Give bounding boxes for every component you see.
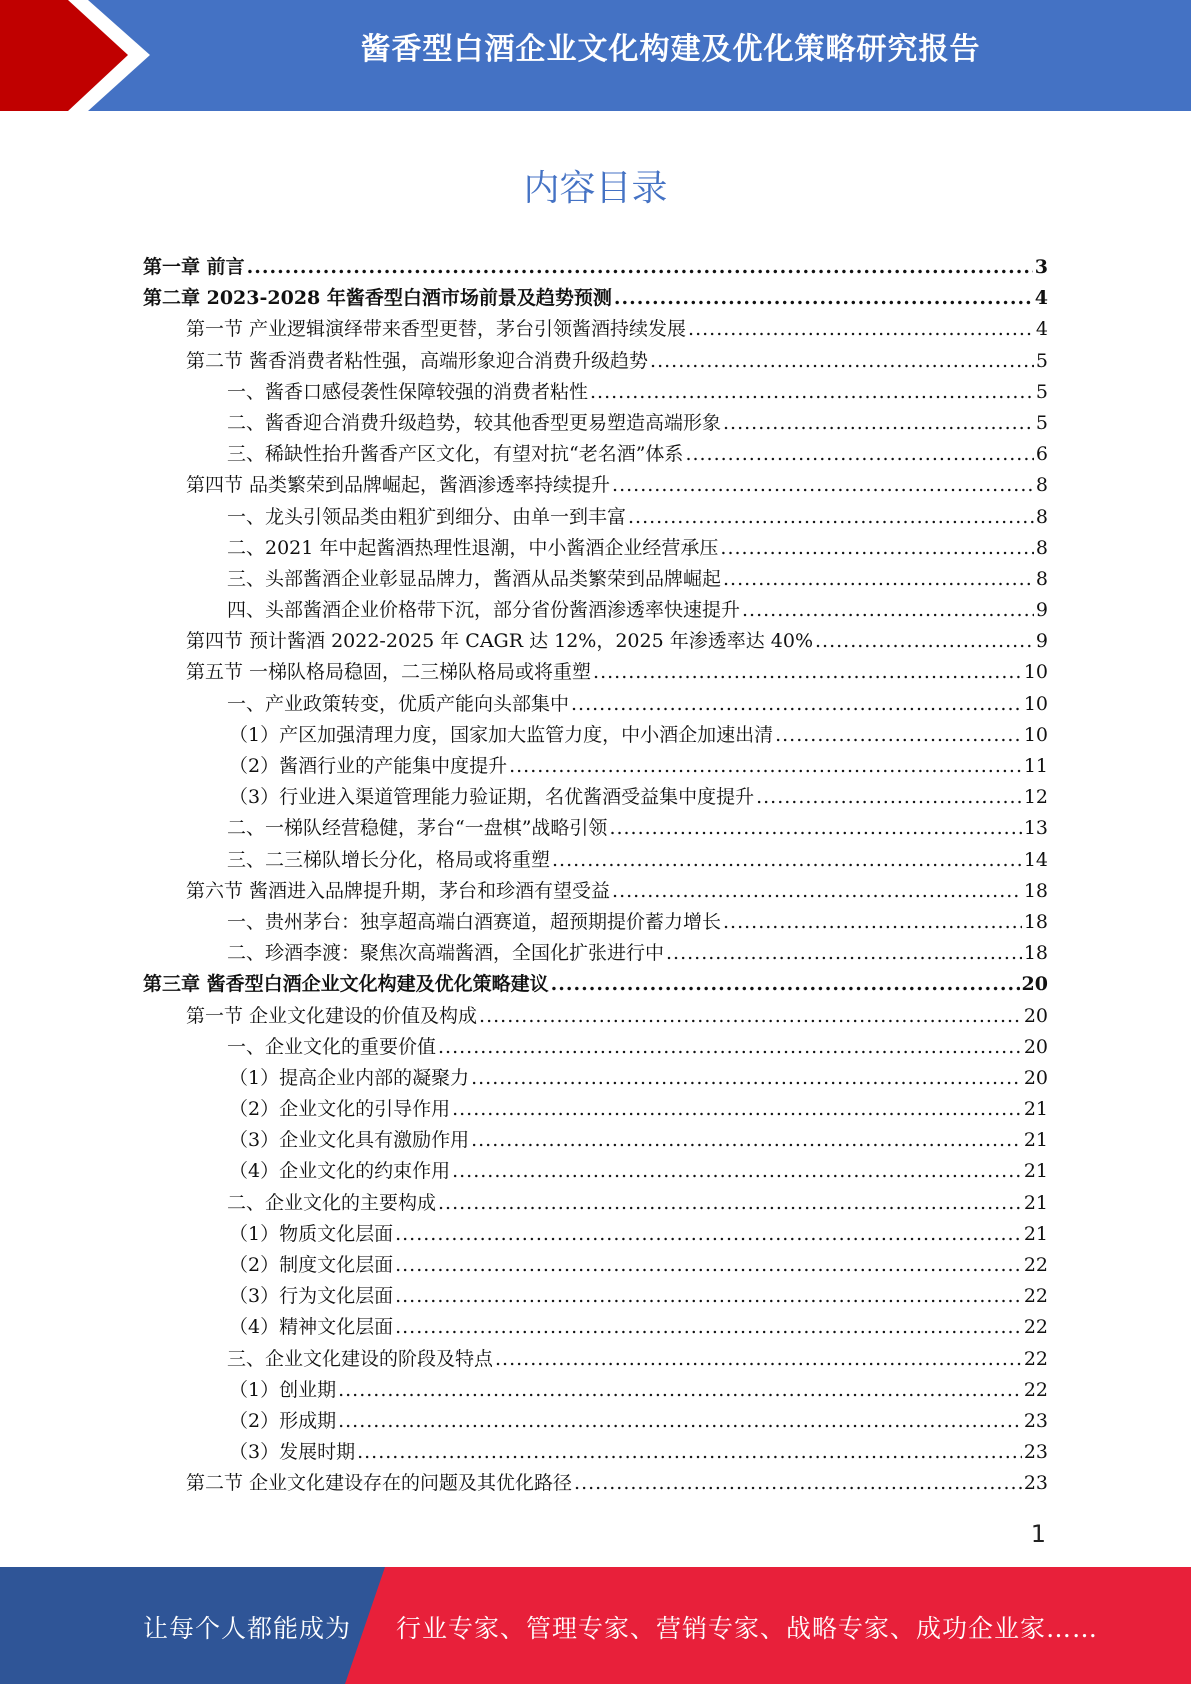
toc-entry[interactable] xyxy=(143,533,1048,564)
toc-dot-leader xyxy=(614,287,1033,309)
toc-entry-title: （2）制度文化层面 xyxy=(229,1254,394,1276)
toc-entry-title: 二、一梯队经营稳健，茅台“一盘棋”战略引领 xyxy=(227,817,608,840)
toc-entry-page: 9 xyxy=(1035,599,1048,622)
footer-slogan-left: 让每个人都能成为 xyxy=(143,1614,352,1643)
toc-entry-page: 8 xyxy=(1035,505,1048,528)
toc-entry-page: 21 xyxy=(1023,1191,1048,1214)
toc-entry[interactable] xyxy=(143,1344,1048,1375)
toc-dot-leader xyxy=(612,880,1022,902)
toc-entry-title: （1）产区加强清理力度，国家加大监管力度，中小酒企加速出清 xyxy=(229,723,774,746)
toc-entry-page: 20 xyxy=(1023,1035,1048,1058)
toc-entry-page: 8 xyxy=(1035,474,1048,497)
toc-entry-page: 23 xyxy=(1023,1409,1048,1432)
toc-entry-title: 一、龙头引领品类由粗犷到细分、由单一到丰富 xyxy=(227,505,627,528)
toc-dot-leader xyxy=(438,1192,1022,1214)
toc-dot-leader xyxy=(590,381,1034,403)
toc-dot-leader xyxy=(756,786,1022,808)
toc-entry-page: 5 xyxy=(1035,411,1048,434)
toc-entry-page: 20 xyxy=(1023,1066,1048,1089)
toc-entry[interactable] xyxy=(143,1125,1048,1156)
report-title: 酱香型白酒企业文化构建及优化策略研究报告 xyxy=(360,32,981,67)
toc-entry-page: 22 xyxy=(1023,1316,1048,1339)
toc-entry-page: 22 xyxy=(1023,1347,1048,1370)
toc-dot-leader xyxy=(666,942,1022,964)
toc-entry-page: 6 xyxy=(1035,443,1048,466)
toc-entry-page: 5 xyxy=(1035,349,1048,372)
toc-dot-leader xyxy=(609,817,1021,839)
toc-entry-page: 18 xyxy=(1023,879,1048,902)
header-arrow-decoration xyxy=(0,0,150,111)
toc-entry[interactable] xyxy=(143,907,1048,938)
toc-dot-leader xyxy=(628,506,1034,528)
toc-entry[interactable] xyxy=(143,346,1048,377)
toc-entry[interactable] xyxy=(143,1250,1048,1281)
toc-dot-leader xyxy=(338,1379,1022,1401)
toc-entry-title: 一、酱香口感侵袭性保障较强的消费者粘性 xyxy=(227,380,589,403)
toc-entry-title: （1）创业期 xyxy=(229,1378,337,1401)
toc-entry-page: 10 xyxy=(1023,661,1048,684)
toc-entry[interactable] xyxy=(143,564,1048,595)
toc-dot-leader xyxy=(471,1129,1022,1151)
toc-dot-leader xyxy=(395,1254,1022,1276)
toc-entry-page: 20 xyxy=(1021,973,1048,996)
toc-entry[interactable] xyxy=(143,782,1048,813)
toc-dot-leader xyxy=(479,1005,1022,1027)
toc-entry-page: 4 xyxy=(1034,287,1048,310)
toc-entry-page: 23 xyxy=(1023,1472,1048,1495)
toc-entry-page: 11 xyxy=(1023,755,1048,777)
toc-entry-title: 三、二三梯队增长分化，格局或将重塑 xyxy=(227,848,551,871)
toc-entry-title: （4）精神文化层面 xyxy=(229,1316,394,1339)
toc-dot-leader xyxy=(742,599,1034,621)
toc-dot-leader xyxy=(509,755,1022,777)
toc-entry-page: 23 xyxy=(1023,1441,1048,1464)
toc-entry-title: 一、产业政策转变，优质产能向头部集中 xyxy=(227,692,570,715)
toc-entry-page: 21 xyxy=(1023,1222,1048,1245)
toc-entry-page: 18 xyxy=(1023,942,1048,965)
toc-entry-title: 第二章 2023-2028 年酱香型白酒市场前景及趋势预测 xyxy=(143,287,612,310)
toc-entry-title: 一、贵州茅台：独享超高端白酒赛道，超预期提价蓄力增长 xyxy=(227,910,722,933)
toc-heading: 内容目录 xyxy=(523,168,668,209)
toc-entry-title: 第四节 品类繁荣到品牌崛起，酱酒渗透率持续提升 xyxy=(186,474,611,497)
toc-entry-page: 18 xyxy=(1023,910,1048,933)
toc-dot-leader xyxy=(650,350,1034,372)
toc-entry[interactable] xyxy=(143,595,1048,626)
toc-entry-title: 一、企业文化的重要价值 xyxy=(227,1035,437,1058)
toc-dot-leader xyxy=(723,412,1034,434)
toc-dot-leader xyxy=(775,724,1022,746)
toc-dot-leader xyxy=(685,443,1033,465)
toc-entry[interactable] xyxy=(143,439,1048,470)
toc-entry-title: 二、企业文化的主要构成 xyxy=(227,1191,437,1214)
toc-entry[interactable] xyxy=(143,1281,1048,1312)
toc-entry[interactable] xyxy=(143,969,1048,1000)
toc-entry[interactable] xyxy=(143,1406,1048,1437)
toc-dot-leader xyxy=(395,1223,1022,1245)
toc-entry-title: （1）提高企业内部的凝聚力 xyxy=(229,1066,470,1089)
toc-dot-leader xyxy=(723,568,1034,590)
toc-entry-title: （4）企业文化的约束作用 xyxy=(229,1160,451,1183)
toc-dot-leader xyxy=(574,1472,1022,1494)
toc-dot-leader xyxy=(452,1098,1022,1120)
header-banner xyxy=(0,0,1191,111)
toc-dot-leader xyxy=(612,474,1034,496)
toc-entry-title: 二、酱香迎合消费升级趋势，较其他香型更易塑造高端形象 xyxy=(227,411,722,434)
toc-dot-leader xyxy=(815,630,1034,652)
toc-entry[interactable] xyxy=(143,283,1048,314)
toc-entry[interactable] xyxy=(143,938,1048,969)
footer-banner xyxy=(0,1567,1191,1684)
toc-dot-leader xyxy=(495,1348,1022,1370)
toc-entry-page: 8 xyxy=(1035,536,1048,559)
toc-entry[interactable] xyxy=(143,1312,1048,1343)
toc-entry-page: 22 xyxy=(1023,1378,1048,1401)
toc-entry-page: 21 xyxy=(1023,1160,1048,1183)
toc-entry[interactable] xyxy=(143,1001,1048,1032)
toc-entry[interactable] xyxy=(143,1468,1048,1499)
toc-entry-title: 第一章 前言 xyxy=(143,256,245,278)
toc-entry-title: 第二节 企业文化建设存在的问题及其优化路径 xyxy=(186,1472,573,1495)
toc-entry-page: 13 xyxy=(1023,817,1048,840)
toc-dot-leader xyxy=(720,537,1034,559)
toc-entry-page: 21 xyxy=(1023,1098,1048,1121)
toc-dot-leader xyxy=(438,1036,1022,1058)
toc-entry[interactable] xyxy=(143,470,1048,501)
toc-entry[interactable] xyxy=(143,314,1048,345)
toc-entry[interactable] xyxy=(143,1375,1048,1406)
toc-entry-page: 20 xyxy=(1023,1004,1048,1027)
toc-entry-page: 5 xyxy=(1035,380,1048,403)
toc-dot-leader xyxy=(338,1410,1022,1432)
table-of-contents xyxy=(143,252,1048,1500)
toc-entry[interactable] xyxy=(143,1188,1048,1219)
toc-entry-title: 二、2021 年中起酱酒热理性退潮，中小酱酒企业经营承压 xyxy=(227,536,719,559)
toc-dot-leader xyxy=(357,1441,1022,1463)
toc-entry-page: 10 xyxy=(1023,692,1048,715)
toc-entry-title: 第三章 酱香型白酒企业文化构建及优化策略建议 xyxy=(143,973,549,996)
toc-entry-title: （2）酱酒行业的产能集中度提升 xyxy=(229,755,508,777)
toc-entry[interactable] xyxy=(143,502,1048,533)
toc-entry[interactable] xyxy=(143,408,1048,439)
toc-entry-page: 14 xyxy=(1023,848,1048,871)
toc-entry-title: 四、头部酱酒企业价格带下沉，部分省份酱酒渗透率快速提升 xyxy=(227,599,741,622)
toc-entry-title: 第六节 酱酒进入品牌提升期，茅台和珍酒有望受益 xyxy=(186,879,611,902)
toc-dot-leader xyxy=(723,911,1022,933)
toc-entry[interactable] xyxy=(143,1437,1048,1468)
footer-slogan-right: 行业专家、管理专家、营销专家、战略专家、成功企业家…… xyxy=(396,1614,1099,1643)
toc-entry-page: 22 xyxy=(1023,1254,1048,1276)
toc-entry[interactable] xyxy=(143,1219,1048,1250)
toc-entry-title: 三、头部酱酒企业彰显品牌力，酱酒从品类繁荣到品牌崛起 xyxy=(227,567,722,590)
toc-entry-title: （3）行业进入渠道管理能力验证期，名优酱酒受益集中度提升 xyxy=(229,786,755,809)
toc-entry[interactable] xyxy=(143,845,1048,876)
page-number: 1 xyxy=(1030,1520,1046,1548)
toc-entry-page: 3 xyxy=(1034,256,1048,278)
toc-dot-leader xyxy=(593,661,1022,683)
toc-entry[interactable] xyxy=(143,689,1048,720)
toc-entry-page: 10 xyxy=(1023,723,1048,746)
toc-entry-title: 三、企业文化建设的阶段及特点 xyxy=(227,1347,494,1370)
toc-entry[interactable] xyxy=(143,252,1048,283)
toc-entry[interactable] xyxy=(143,813,1048,844)
toc-entry-title: （1）物质文化层面 xyxy=(229,1222,394,1245)
toc-entry-title: （3）发展时期 xyxy=(229,1441,356,1464)
toc-entry[interactable] xyxy=(143,626,1048,657)
toc-entry-title: 第一节 产业逻辑演绎带来香型更替，茅台引领酱酒持续发展 xyxy=(186,318,687,341)
toc-entry-page: 4 xyxy=(1035,318,1048,341)
toc-dot-leader xyxy=(395,1285,1022,1307)
toc-dot-leader xyxy=(247,256,1033,278)
toc-entry[interactable] xyxy=(143,1094,1048,1125)
toc-dot-leader xyxy=(571,693,1022,715)
toc-entry-page: 21 xyxy=(1023,1129,1048,1152)
toc-entry[interactable] xyxy=(143,1063,1048,1094)
toc-dot-leader xyxy=(688,318,1034,340)
toc-entry-page: 9 xyxy=(1035,630,1048,653)
toc-dot-leader xyxy=(395,1316,1022,1338)
toc-entry-title: （2）企业文化的引导作用 xyxy=(229,1098,451,1121)
toc-entry-page: 22 xyxy=(1023,1285,1048,1308)
toc-entry-title: 二、珍酒李渡：聚焦次高端酱酒，全国化扩张进行中 xyxy=(227,942,665,965)
toc-dot-leader xyxy=(552,849,1022,871)
toc-entry-title: 三、稀缺性抬升酱香产区文化，有望对抗“老名酒”体系 xyxy=(227,443,684,466)
toc-entry-title: 第五节 一梯队格局稳固，二三梯队格局或将重塑 xyxy=(186,661,592,684)
toc-entry[interactable] xyxy=(143,751,1048,782)
toc-entry-title: （3）行为文化层面 xyxy=(229,1285,394,1308)
toc-entry[interactable] xyxy=(143,657,1048,688)
toc-entry-page: 8 xyxy=(1035,567,1048,590)
toc-entry-page: 12 xyxy=(1023,786,1048,809)
toc-entry[interactable] xyxy=(143,876,1048,907)
toc-entry-title: 第四节 预计酱酒 2022-2025 年 CAGR 达 12%，2025 年渗透率达 40% xyxy=(186,630,814,653)
toc-entry[interactable] xyxy=(143,377,1048,408)
toc-dot-leader xyxy=(452,1160,1022,1182)
toc-entry[interactable] xyxy=(143,720,1048,751)
toc-entry[interactable] xyxy=(143,1156,1048,1187)
toc-entry-title: （3）企业文化具有激励作用 xyxy=(229,1129,470,1152)
toc-entry-title: 第二节 酱香消费者粘性强，高端形象迎合消费升级趋势 xyxy=(186,349,649,372)
toc-dot-leader xyxy=(551,973,1020,995)
toc-entry-title: （2）形成期 xyxy=(229,1409,337,1432)
toc-entry[interactable] xyxy=(143,1032,1048,1063)
toc-entry-title: 第一节 企业文化建设的价值及构成 xyxy=(186,1004,478,1027)
toc-dot-leader xyxy=(471,1067,1022,1089)
